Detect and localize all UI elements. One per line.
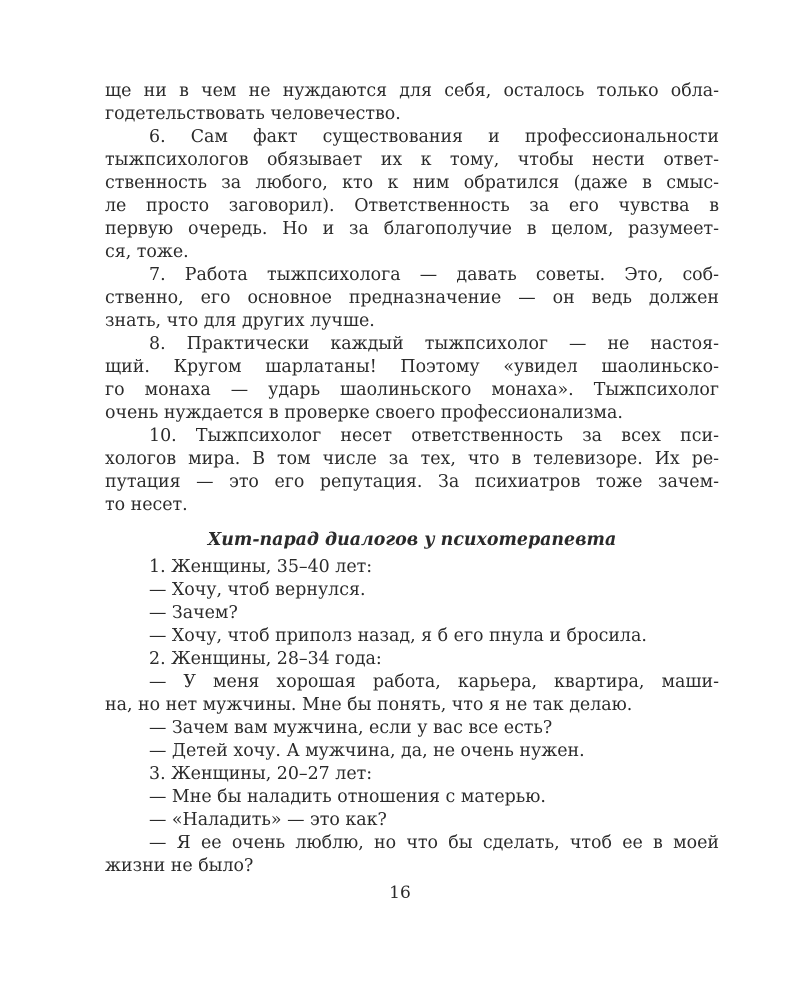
dialog-line: — Зачем?: [149, 603, 238, 623]
text-line: хологов мира. В том числе за тех, что в телевизоре. Их ре-: [105, 449, 719, 469]
text-line: годетельствовать человечество.: [105, 104, 401, 124]
text-line: 7. Работа тыжпсихолога — давать советы. Это, соб-: [149, 265, 719, 285]
dialog-line: — «Наладить» — это как?: [149, 810, 387, 830]
text-line: ственность за любого, кто к ним обратился (даже в смыс-: [105, 173, 719, 193]
text-line: знать, что для других лучше.: [105, 311, 375, 331]
dialog-line: жизни не было?: [105, 856, 254, 876]
dialog-line: — Мне бы наладить отношения с матерью.: [149, 787, 546, 807]
text-line: 10. Тыжпсихолог несет ответственность за всех пси-: [149, 426, 719, 446]
dialog-line: 2. Женщины, 28–34 года:: [149, 649, 382, 669]
text-line: ственно, его основное предназначение — он ведь должен: [105, 288, 719, 308]
dialog-line: — Я ее очень люблю, но что бы сделать, чтоб ее в моей: [149, 833, 719, 853]
dialog-line: — У меня хорошая работа, карьера, квартира, маши-: [149, 672, 719, 692]
text-line: ся, тоже.: [105, 242, 189, 262]
body-text: [105, 80, 719, 878]
dialog-line: — Детей хочу. А мужчина, да, не очень нужен.: [149, 741, 585, 761]
text-line: ще ни в чем не нуждаются для себя, осталось только обла-: [105, 81, 719, 101]
text-line: 6. Сам факт существования и профессиональности: [149, 127, 719, 147]
text-line: 8. Практически каждый тыжпсихолог — не настоя-: [149, 334, 719, 354]
text-line: ле просто заговорил). Ответственность за его чувства в: [105, 196, 719, 216]
page-number: 16: [389, 883, 411, 903]
text-line: го монаха — ударь шаолиньского монаха». Тыжпсихолог: [105, 380, 719, 400]
text-line: щий. Кругом шарлатаны! Поэтому «увидел шаолиньско-: [105, 357, 719, 377]
text-line: первую очередь. Но и за благополучие в целом, разумеет-: [105, 219, 719, 239]
dialog-line: на, но нет мужчины. Мне бы понять, что я не так делаю.: [105, 695, 633, 715]
dialog-line: 1. Женщины, 35–40 лет:: [149, 557, 373, 577]
text-line: путация — это его репутация. За психиатров тоже зачем-: [105, 472, 719, 492]
dialog-line: 3. Женщины, 20–27 лет:: [149, 764, 373, 784]
dialog-line: — Зачем вам мужчина, если у вас все есть?: [149, 718, 553, 738]
dialog-line: — Хочу, чтоб приполз назад, я б его пнула и бросила.: [149, 626, 647, 646]
dialog-line: — Хочу, чтоб вернулся.: [149, 580, 366, 600]
text-line: тыжпсихологов обязывает их к тому, чтобы нести ответ-: [105, 150, 719, 170]
text-line: то несет.: [105, 495, 188, 515]
section-heading: Хит-парад диалогов у психотерапевта: [207, 530, 617, 550]
text-line: очень нуждается в проверке своего профессионализма.: [105, 403, 623, 423]
